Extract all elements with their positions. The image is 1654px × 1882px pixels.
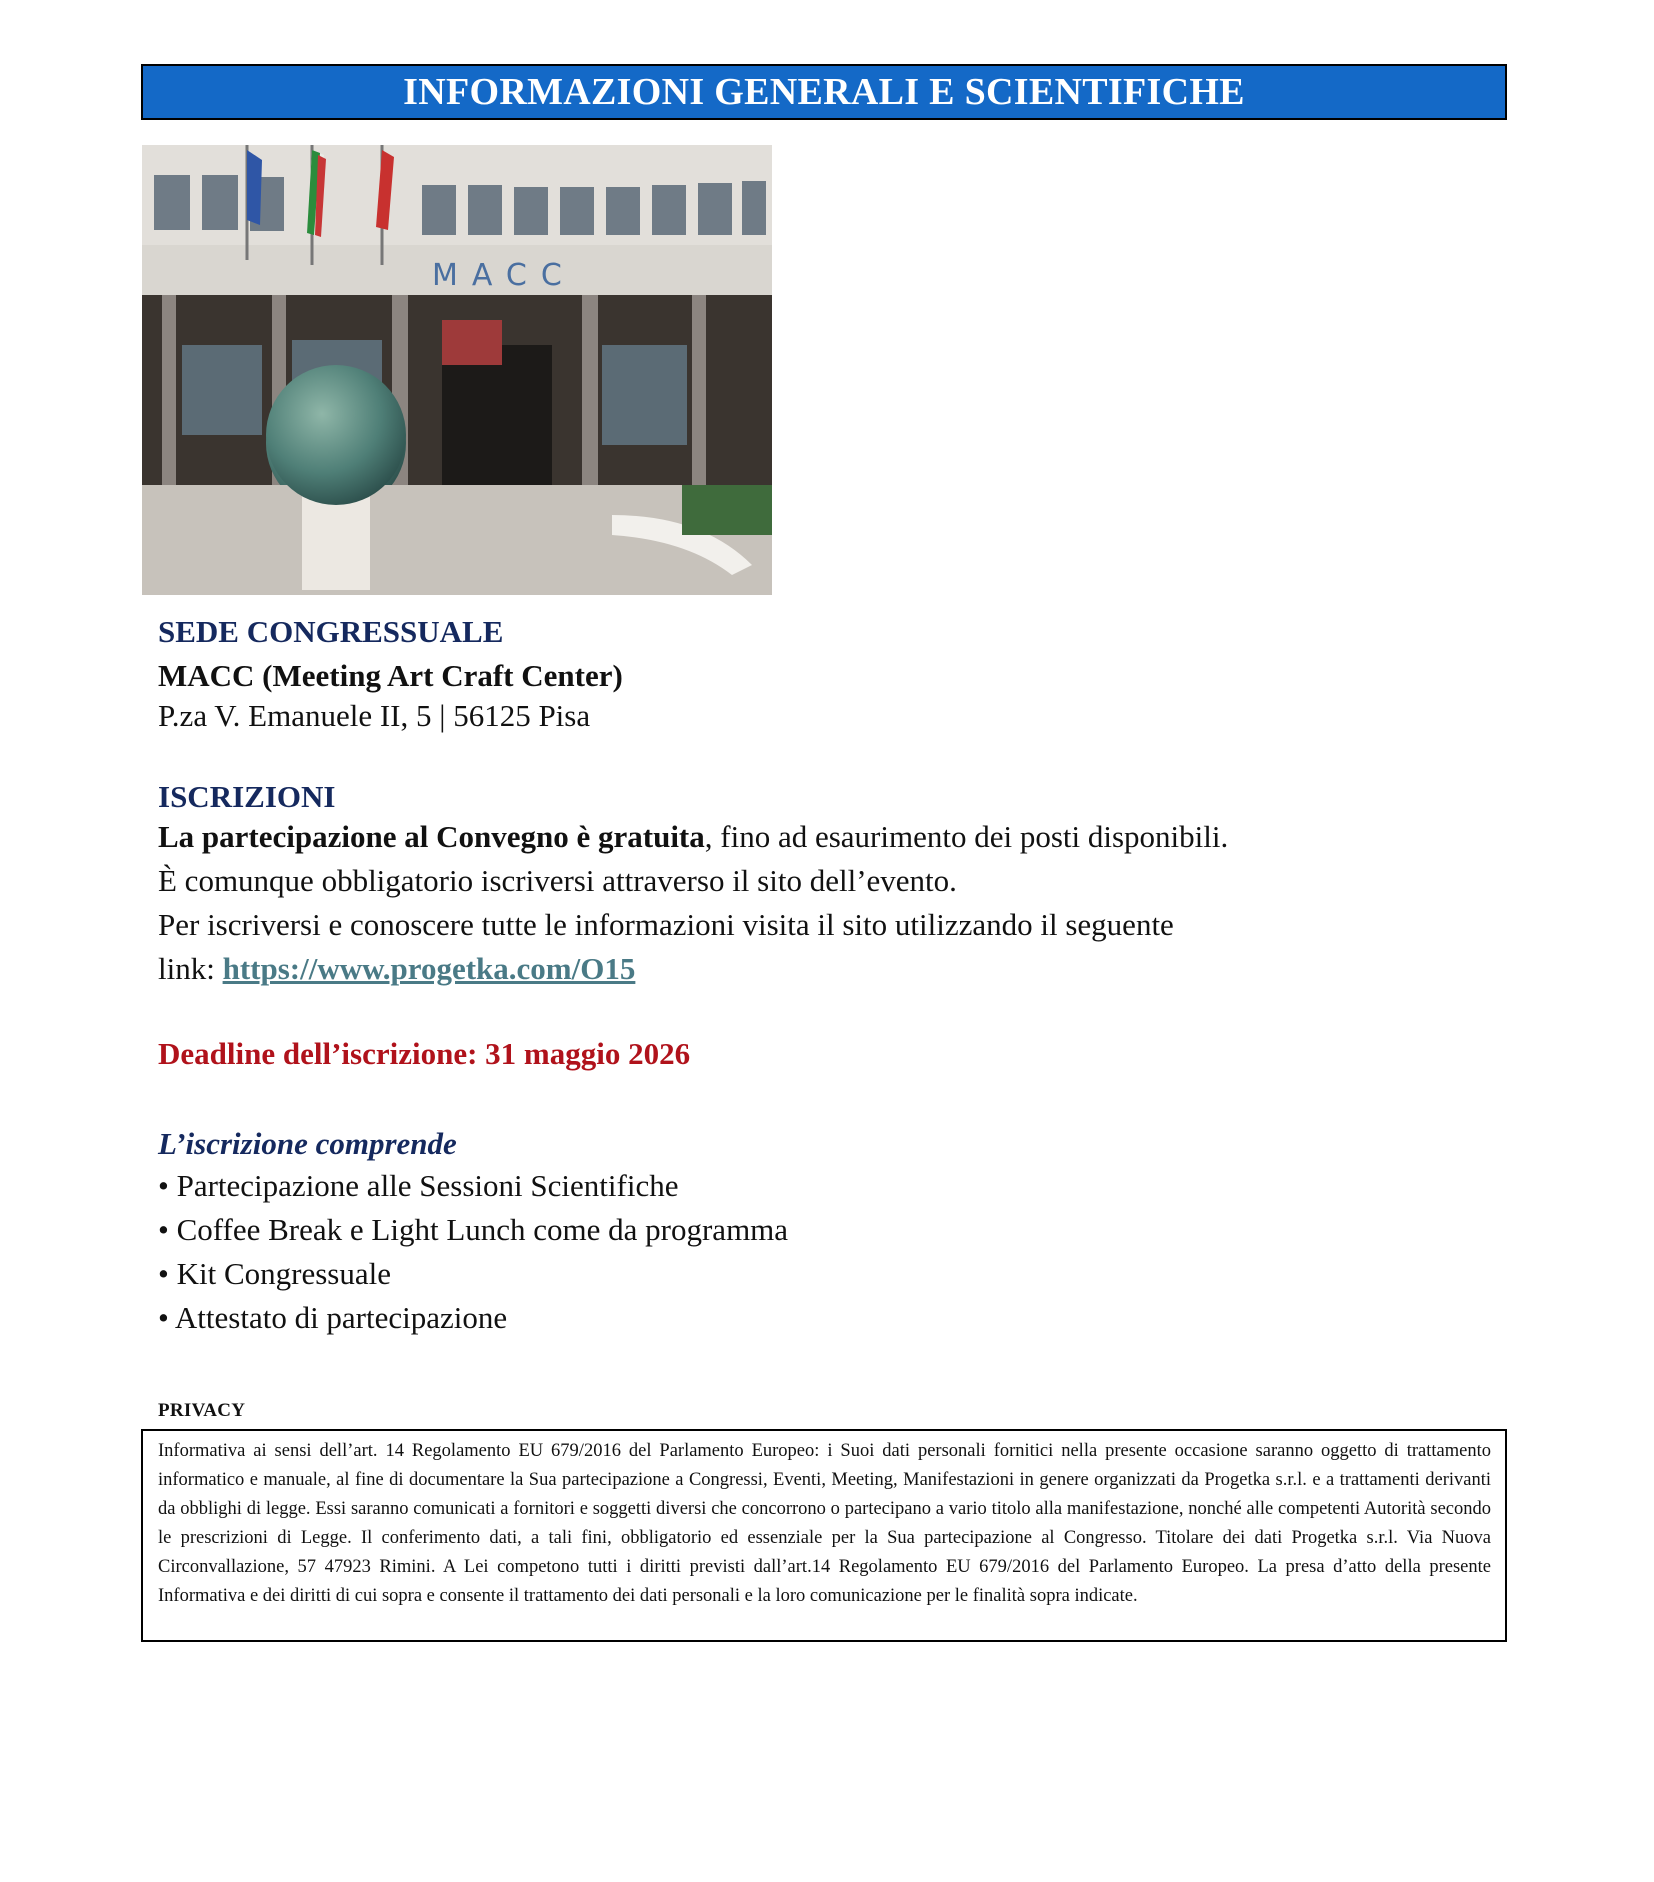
list-item: • Coffee Break e Light Lunch come da programma <box>158 1212 789 1247</box>
link-prefix: link: <box>158 951 223 986</box>
includes-heading: L’iscrizione comprende <box>158 1126 457 1161</box>
list-item: • Partecipazione alle Sessioni Scientifiche <box>158 1168 679 1203</box>
registration-link[interactable]: https://www.progetka.com/O15 <box>222 951 636 986</box>
free-participation-text: La partecipazione al Convegno è gratuita <box>158 819 705 854</box>
venue-photo <box>142 145 772 595</box>
registration-free-line <box>158 815 1498 859</box>
page-title: INFORMAZIONI GENERALI E SCIENTIFICHE <box>403 71 1245 113</box>
registration-link-line <box>158 947 1498 991</box>
privacy-label: PRIVACY <box>158 1400 246 1421</box>
registration-heading: ISCRIZIONI <box>158 779 336 814</box>
registration-info-line: Per iscriversi e conoscere tutte le informazioni visita il sito utilizzando il seguente <box>158 907 1174 942</box>
venue-heading: SEDE CONGRESSUALE <box>158 614 504 649</box>
privacy-text: Informativa ai sensi dell’art. 14 Regolamento EU 679/2016 del Parlamento Europeo: i Suoi dati personali fornitici nella presente occasione saranno oggetto di trattamento informatico e manuale, al fine di documentare la Sua partecipazione a Congressi, Eventi, Meeting, Manifestazioni in genere organizzati da Progetka s.r.l. e a trattamenti derivanti da obblighi di legge. Essi saranno comunicati a fornitori e soggetti diversi che concorrono o partecipano a vario titolo alla manifestazione, nonché alle competenti Autorità secondo le prescrizioni di Legge. Il conferimento dati, a tali fini, obbligatorio ed essenziale per la Sua partecipazione al Congresso. Titolare dei dati Progetka s.r.l. Via Nuova Circonvallazione, 57 47923 Rimini. A Lei competono tutti i diritti previsti dall’art.14 Regolamento EU 679/2016 del Parlamento Europeo. La presa d’atto della presente Informativa e dei diritti di cui sopra e consente il trattamento dei dati personali e la loro comunicazione per le finalità sopra indicate. <box>158 1441 1491 1606</box>
list-item: • Kit Congressuale <box>158 1256 391 1291</box>
privacy-box <box>141 1429 1507 1642</box>
title-banner <box>141 64 1507 120</box>
list-item: • Attestato di partecipazione <box>158 1300 508 1335</box>
main-content <box>158 612 1498 1340</box>
registration-required-line: È comunque obbligatorio iscriversi attraverso il sito dell’evento. <box>158 863 957 898</box>
macc-sign: MACC <box>432 258 576 293</box>
free-participation-rest: , fino ad esaurimento dei posti disponibili. <box>704 819 1229 854</box>
venue-address: P.za V. Emanuele II, 5 | 56125 Pisa <box>158 698 591 733</box>
deadline-text: Deadline dell’iscrizione: 31 maggio 2026 <box>158 1036 691 1071</box>
venue-name: MACC (Meeting Art Craft Center) <box>158 658 623 693</box>
